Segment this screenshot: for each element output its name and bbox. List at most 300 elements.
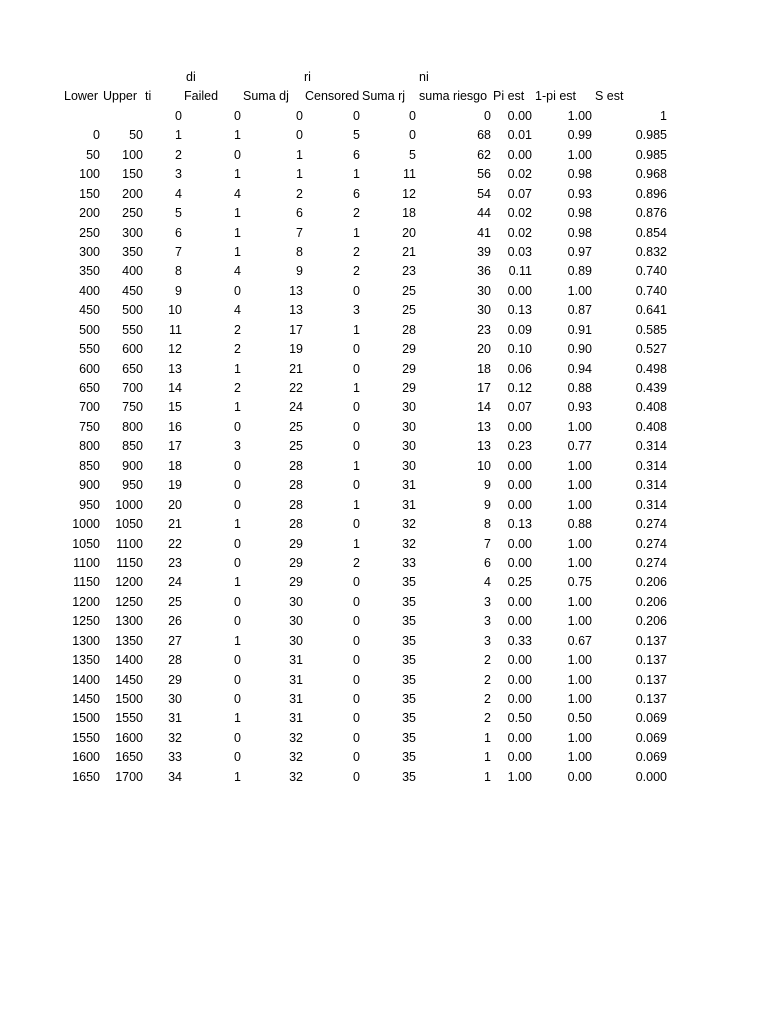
cell-one-minus-pi-est: 1.00 xyxy=(567,108,592,123)
cell-failed: 0 xyxy=(234,750,241,765)
cell-failed: 4 xyxy=(234,264,241,279)
cell-s-est: 0.740 xyxy=(635,283,667,298)
table-row xyxy=(0,593,768,612)
cell-ti: 4 xyxy=(175,186,182,201)
cell-pi-est: 0.00 xyxy=(507,478,532,493)
cell-s-est: 0.896 xyxy=(635,186,667,201)
cell-pi-est: 0.09 xyxy=(507,322,532,337)
cell-ti: 1 xyxy=(175,128,182,143)
cell-pi-est: 0.03 xyxy=(507,244,532,259)
cell-censored: 2 xyxy=(353,264,360,279)
cell-pi-est: 0.23 xyxy=(507,439,532,454)
cell-pi-est: 0.13 xyxy=(507,517,532,532)
cell-suma-rj: 30 xyxy=(402,458,416,473)
cell-suma-riesgo: 7 xyxy=(484,536,491,551)
cell-s-est: 0.314 xyxy=(635,458,667,473)
cell-failed: 2 xyxy=(234,322,241,337)
cell-ti: 17 xyxy=(168,439,182,454)
table-row xyxy=(0,554,768,573)
cell-s-est: 0.069 xyxy=(635,711,667,726)
cell-censored: 6 xyxy=(353,186,360,201)
table-row xyxy=(0,204,768,223)
table-row xyxy=(0,107,768,126)
cell-failed: 0 xyxy=(234,108,241,123)
cell-suma-rj: 35 xyxy=(402,672,416,687)
cell-suma-dj: 25 xyxy=(289,419,303,434)
cell-censored: 0 xyxy=(353,711,360,726)
cell-lower: 1400 xyxy=(72,672,100,687)
header-failed: Failed xyxy=(184,89,219,104)
cell-ti: 14 xyxy=(168,381,182,395)
cell-suma-dj: 19 xyxy=(289,342,303,357)
cell-lower: 150 xyxy=(79,186,100,201)
cell-s-est: 0.876 xyxy=(635,206,667,221)
table-row xyxy=(0,340,768,359)
cell-suma-rj: 35 xyxy=(402,750,416,765)
cell-pi-est: 0.00 xyxy=(507,692,532,706)
cell-upper: 450 xyxy=(122,283,143,298)
cell-censored: 0 xyxy=(353,692,360,706)
cell-failed: 0 xyxy=(234,419,241,434)
cell-censored: 0 xyxy=(353,594,360,609)
table-row xyxy=(0,748,768,767)
cell-pi-est: 0.00 xyxy=(507,536,532,551)
cell-failed: 1 xyxy=(234,769,241,784)
cell-lower: 600 xyxy=(79,361,100,376)
cell-censored: 0 xyxy=(353,283,360,298)
cell-pi-est: 0.13 xyxy=(507,303,532,318)
cell-ti: 28 xyxy=(168,653,182,668)
cell-lower: 450 xyxy=(79,303,100,318)
cell-upper: 900 xyxy=(122,458,143,473)
cell-suma-rj: 35 xyxy=(402,633,416,648)
cell-lower: 750 xyxy=(79,419,100,434)
cell-suma-riesgo: 56 xyxy=(477,167,491,182)
cell-suma-riesgo: 20 xyxy=(477,342,491,357)
cell-lower: 100 xyxy=(79,167,100,182)
cell-failed: 0 xyxy=(234,730,241,745)
cell-suma-dj: 30 xyxy=(289,594,303,609)
cell-one-minus-pi-est: 0.91 xyxy=(567,322,592,337)
cell-failed: 3 xyxy=(234,439,241,454)
cell-pi-est: 0.02 xyxy=(507,206,532,221)
cell-censored: 0 xyxy=(353,575,360,590)
cell-ti: 32 xyxy=(168,730,182,745)
cell-suma-dj: 24 xyxy=(289,400,303,415)
cell-censored: 0 xyxy=(353,614,360,629)
cell-pi-est: 0.07 xyxy=(507,186,532,201)
cell-suma-rj: 5 xyxy=(409,147,416,162)
table-row xyxy=(0,632,768,651)
cell-ti: 30 xyxy=(168,692,182,706)
cell-suma-rj: 35 xyxy=(402,730,416,745)
cell-upper: 250 xyxy=(122,206,143,221)
header-s-est: S est xyxy=(595,89,624,104)
cell-one-minus-pi-est: 0.00 xyxy=(567,769,592,784)
cell-pi-est: 0.01 xyxy=(507,128,532,143)
cell-upper: 1450 xyxy=(115,672,143,687)
cell-censored: 0 xyxy=(353,517,360,532)
cell-suma-riesgo: 36 xyxy=(477,264,491,279)
table-row xyxy=(0,243,768,262)
table-row xyxy=(0,185,768,204)
cell-lower: 350 xyxy=(79,264,100,279)
cell-suma-rj: 21 xyxy=(402,244,416,259)
cell-suma-rj: 35 xyxy=(402,711,416,726)
cell-failed: 2 xyxy=(234,381,241,395)
cell-failed: 0 xyxy=(234,536,241,551)
cell-failed: 0 xyxy=(234,478,241,493)
cell-upper: 1150 xyxy=(116,555,143,570)
cell-censored: 1 xyxy=(353,322,360,337)
cell-suma-rj: 35 xyxy=(402,614,416,629)
cell-upper: 1700 xyxy=(115,769,143,784)
table-row xyxy=(0,126,768,145)
cell-suma-rj: 30 xyxy=(402,439,416,454)
cell-one-minus-pi-est: 1.00 xyxy=(567,419,592,434)
cell-failed: 0 xyxy=(234,458,241,473)
cell-pi-est: 0.00 xyxy=(507,108,532,123)
cell-s-est: 0.314 xyxy=(635,439,667,454)
cell-lower: 1600 xyxy=(72,750,100,765)
cell-pi-est: 0.06 xyxy=(507,361,532,376)
cell-upper: 1200 xyxy=(115,575,143,590)
cell-one-minus-pi-est: 0.75 xyxy=(567,575,592,590)
cell-suma-dj: 17 xyxy=(289,322,303,337)
table-row xyxy=(0,282,768,301)
cell-pi-est: 0.00 xyxy=(507,283,532,298)
cell-suma-rj: 28 xyxy=(402,322,416,337)
cell-upper: 1350 xyxy=(115,633,143,648)
cell-upper: 50 xyxy=(129,128,143,143)
cell-suma-rj: 25 xyxy=(402,303,416,318)
cell-lower: 1550 xyxy=(72,730,100,745)
cell-ti: 15 xyxy=(168,400,182,415)
table-row xyxy=(0,146,768,165)
cell-failed: 0 xyxy=(234,692,241,706)
cell-censored: 0 xyxy=(353,439,360,454)
cell-lower: 1300 xyxy=(72,633,100,648)
table-row xyxy=(0,535,768,554)
cell-one-minus-pi-est: 1.00 xyxy=(567,730,592,745)
cell-ti: 2 xyxy=(175,147,182,162)
cell-ti: 21 xyxy=(168,517,182,532)
cell-pi-est: 0.12 xyxy=(507,381,532,395)
cell-censored: 1 xyxy=(353,225,360,240)
header-lower: Lower xyxy=(64,89,99,104)
header-suma-rj: Suma rj xyxy=(362,89,406,104)
cell-suma-dj: 31 xyxy=(289,653,303,668)
cell-pi-est: 0.11 xyxy=(508,264,532,279)
cell-ti: 34 xyxy=(168,769,182,784)
cell-upper: 350 xyxy=(122,244,143,259)
cell-suma-dj: 22 xyxy=(289,381,303,395)
table-row xyxy=(0,262,768,281)
table-row xyxy=(0,476,768,495)
cell-one-minus-pi-est: 1.00 xyxy=(567,653,592,668)
table-row xyxy=(0,360,768,379)
cell-censored: 0 xyxy=(353,750,360,765)
cell-suma-riesgo: 44 xyxy=(477,206,491,221)
cell-censored: 0 xyxy=(353,633,360,648)
cell-suma-riesgo: 3 xyxy=(484,614,491,629)
cell-s-est: 0.832 xyxy=(635,244,667,259)
cell-suma-riesgo: 6 xyxy=(484,555,491,570)
cell-suma-rj: 35 xyxy=(402,575,416,590)
cell-suma-rj: 18 xyxy=(402,206,416,221)
cell-failed: 0 xyxy=(234,147,241,162)
cell-suma-rj: 12 xyxy=(402,186,416,201)
cell-failed: 4 xyxy=(234,303,241,318)
cell-censored: 0 xyxy=(353,478,360,493)
cell-suma-riesgo: 9 xyxy=(484,497,491,512)
cell-ti: 31 xyxy=(168,711,182,726)
cell-suma-rj: 35 xyxy=(402,769,416,784)
cell-censored: 0 xyxy=(353,361,360,376)
cell-s-est: 0.137 xyxy=(635,653,667,668)
cell-ti: 9 xyxy=(175,283,182,298)
cell-ti: 24 xyxy=(168,575,182,590)
cell-lower: 900 xyxy=(79,478,100,493)
cell-one-minus-pi-est: 0.89 xyxy=(567,264,592,279)
cell-censored: 0 xyxy=(353,400,360,415)
cell-one-minus-pi-est: 0.88 xyxy=(567,381,592,395)
cell-one-minus-pi-est: 1.00 xyxy=(567,458,592,473)
cell-upper: 600 xyxy=(122,342,143,357)
cell-suma-dj: 7 xyxy=(296,225,303,240)
cell-suma-rj: 30 xyxy=(402,419,416,434)
cell-suma-dj: 13 xyxy=(289,283,303,298)
header-di: di xyxy=(186,70,196,84)
cell-s-est: 0.137 xyxy=(635,633,667,648)
cell-s-est: 0.740 xyxy=(635,264,667,279)
cell-lower: 550 xyxy=(79,342,100,357)
cell-suma-dj: 21 xyxy=(289,361,303,376)
cell-suma-dj: 31 xyxy=(289,672,303,687)
cell-suma-riesgo: 9 xyxy=(484,478,491,493)
cell-ti: 25 xyxy=(168,594,182,609)
cell-suma-riesgo: 14 xyxy=(477,400,491,415)
cell-suma-rj: 35 xyxy=(402,594,416,609)
cell-pi-est: 0.00 xyxy=(507,653,532,668)
cell-one-minus-pi-est: 0.50 xyxy=(567,711,592,726)
cell-upper: 1000 xyxy=(115,497,143,512)
cell-failed: 2 xyxy=(234,342,241,357)
cell-upper: 950 xyxy=(122,478,143,493)
cell-ti: 27 xyxy=(168,633,182,648)
cell-suma-riesgo: 1 xyxy=(484,769,491,784)
cell-pi-est: 0.00 xyxy=(507,730,532,745)
cell-suma-dj: 6 xyxy=(296,206,303,221)
cell-suma-riesgo: 41 xyxy=(477,225,491,240)
cell-suma-riesgo: 2 xyxy=(484,711,491,726)
cell-suma-rj: 11 xyxy=(403,167,416,182)
cell-s-est: 0.069 xyxy=(635,730,667,745)
cell-upper: 800 xyxy=(122,419,143,434)
cell-ti: 6 xyxy=(175,225,182,240)
cell-s-est: 0.408 xyxy=(635,419,667,434)
table-row xyxy=(0,224,768,243)
cell-suma-riesgo: 8 xyxy=(484,517,491,532)
cell-s-est: 0.274 xyxy=(635,555,667,570)
table-row xyxy=(0,612,768,631)
cell-failed: 1 xyxy=(234,517,241,532)
cell-lower: 0 xyxy=(93,128,100,143)
cell-suma-rj: 30 xyxy=(402,400,416,415)
cell-suma-dj: 29 xyxy=(289,575,303,590)
cell-pi-est: 0.00 xyxy=(507,594,532,609)
cell-upper: 200 xyxy=(122,186,143,201)
table-row xyxy=(0,729,768,748)
cell-pi-est: 0.00 xyxy=(507,614,532,629)
cell-lower: 1050 xyxy=(72,536,100,551)
cell-one-minus-pi-est: 0.93 xyxy=(567,400,592,415)
cell-failed: 0 xyxy=(234,614,241,629)
header-upper: Upper xyxy=(103,89,138,104)
cell-pi-est: 0.02 xyxy=(507,167,532,182)
cell-one-minus-pi-est: 1.00 xyxy=(567,750,592,765)
cell-upper: 150 xyxy=(122,167,143,182)
cell-lower: 500 xyxy=(79,322,100,337)
cell-s-est: 0.314 xyxy=(635,478,667,493)
cell-censored: 6 xyxy=(353,147,360,162)
cell-suma-dj: 29 xyxy=(289,555,303,570)
cell-s-est: 0.274 xyxy=(635,517,667,532)
cell-suma-dj: 32 xyxy=(289,730,303,745)
cell-upper: 700 xyxy=(122,381,143,395)
cell-one-minus-pi-est: 0.90 xyxy=(567,342,592,357)
cell-suma-riesgo: 10 xyxy=(477,458,491,473)
cell-suma-riesgo: 1 xyxy=(484,750,491,765)
cell-failed: 0 xyxy=(234,497,241,512)
cell-ti: 33 xyxy=(168,750,182,765)
cell-suma-riesgo: 30 xyxy=(477,283,491,298)
cell-s-est: 0.206 xyxy=(635,594,667,609)
cell-s-est: 0.408 xyxy=(635,400,667,415)
cell-failed: 0 xyxy=(234,283,241,298)
cell-one-minus-pi-est: 0.67 xyxy=(567,633,592,648)
cell-pi-est: 0.07 xyxy=(507,400,532,415)
cell-suma-riesgo: 54 xyxy=(477,186,491,201)
cell-suma-dj: 30 xyxy=(289,633,303,648)
cell-s-est: 0.206 xyxy=(635,614,667,629)
cell-upper: 400 xyxy=(122,264,143,279)
cell-s-est: 0.314 xyxy=(635,497,667,512)
cell-one-minus-pi-est: 1.00 xyxy=(567,614,592,629)
cell-pi-est: 0.00 xyxy=(507,555,532,570)
cell-ti: 11 xyxy=(169,322,182,337)
cell-censored: 0 xyxy=(353,108,360,123)
cell-failed: 0 xyxy=(234,653,241,668)
cell-suma-dj: 31 xyxy=(289,692,303,706)
cell-suma-riesgo: 13 xyxy=(477,419,491,434)
cell-pi-est: 0.25 xyxy=(507,575,532,590)
cell-censored: 0 xyxy=(353,419,360,434)
cell-pi-est: 0.00 xyxy=(507,750,532,765)
table-row xyxy=(0,165,768,184)
cell-s-est: 0.854 xyxy=(635,225,667,240)
cell-suma-riesgo: 23 xyxy=(477,322,491,337)
cell-upper: 1100 xyxy=(116,536,143,551)
cell-upper: 300 xyxy=(122,225,143,240)
cell-suma-dj: 30 xyxy=(289,614,303,629)
cell-s-est: 0.641 xyxy=(635,303,667,318)
cell-s-est: 0.274 xyxy=(635,536,667,551)
table-row xyxy=(0,418,768,437)
cell-lower: 1200 xyxy=(72,594,100,609)
cell-censored: 1 xyxy=(353,167,360,182)
cell-suma-dj: 32 xyxy=(289,769,303,784)
cell-suma-dj: 28 xyxy=(289,478,303,493)
cell-censored: 1 xyxy=(353,458,360,473)
cell-censored: 0 xyxy=(353,769,360,784)
cell-suma-rj: 35 xyxy=(402,653,416,668)
cell-one-minus-pi-est: 1.00 xyxy=(567,497,592,512)
cell-s-est: 1 xyxy=(660,108,667,123)
cell-ti: 3 xyxy=(175,167,182,182)
cell-suma-rj: 29 xyxy=(402,381,416,395)
cell-ti: 18 xyxy=(168,458,182,473)
cell-censored: 1 xyxy=(353,536,360,551)
header-top-row xyxy=(0,68,768,87)
cell-lower: 400 xyxy=(79,283,100,298)
cell-lower: 1650 xyxy=(72,769,100,784)
cell-lower: 1100 xyxy=(73,555,100,570)
cell-suma-rj: 25 xyxy=(402,283,416,298)
cell-suma-riesgo: 2 xyxy=(484,672,491,687)
cell-upper: 1300 xyxy=(115,614,143,629)
cell-lower: 850 xyxy=(79,458,100,473)
cell-s-est: 0.137 xyxy=(635,692,667,706)
cell-one-minus-pi-est: 1.00 xyxy=(567,692,592,706)
cell-suma-dj: 32 xyxy=(289,750,303,765)
cell-suma-rj: 20 xyxy=(402,225,416,240)
cell-suma-dj: 28 xyxy=(289,517,303,532)
cell-one-minus-pi-est: 0.93 xyxy=(567,186,592,201)
cell-one-minus-pi-est: 0.98 xyxy=(567,206,592,221)
cell-one-minus-pi-est: 0.94 xyxy=(567,361,592,376)
cell-censored: 0 xyxy=(353,730,360,745)
cell-upper: 500 xyxy=(122,303,143,318)
table-row xyxy=(0,690,768,709)
cell-upper: 1500 xyxy=(115,692,143,706)
cell-one-minus-pi-est: 0.77 xyxy=(567,439,592,454)
cell-one-minus-pi-est: 1.00 xyxy=(567,147,592,162)
cell-suma-dj: 28 xyxy=(289,458,303,473)
table-row xyxy=(0,321,768,340)
cell-one-minus-pi-est: 0.99 xyxy=(567,128,592,143)
cell-upper: 1050 xyxy=(115,517,143,532)
cell-lower: 1000 xyxy=(72,517,100,532)
table-row xyxy=(0,671,768,690)
cell-censored: 3 xyxy=(353,303,360,318)
table-row xyxy=(0,651,768,670)
cell-censored: 1 xyxy=(353,381,360,395)
cell-ti: 10 xyxy=(168,303,182,318)
cell-suma-dj: 31 xyxy=(289,711,303,726)
cell-ti: 20 xyxy=(168,497,182,512)
cell-ti: 19 xyxy=(168,478,182,493)
cell-censored: 2 xyxy=(353,244,360,259)
header-ri: ri xyxy=(304,70,311,84)
cell-failed: 1 xyxy=(234,167,241,182)
cell-censored: 5 xyxy=(353,128,360,143)
cell-pi-est: 0.50 xyxy=(507,711,532,726)
cell-upper: 1650 xyxy=(115,750,143,765)
header-suma-dj: Suma dj xyxy=(243,89,289,104)
cell-failed: 1 xyxy=(234,575,241,590)
cell-failed: 0 xyxy=(234,672,241,687)
